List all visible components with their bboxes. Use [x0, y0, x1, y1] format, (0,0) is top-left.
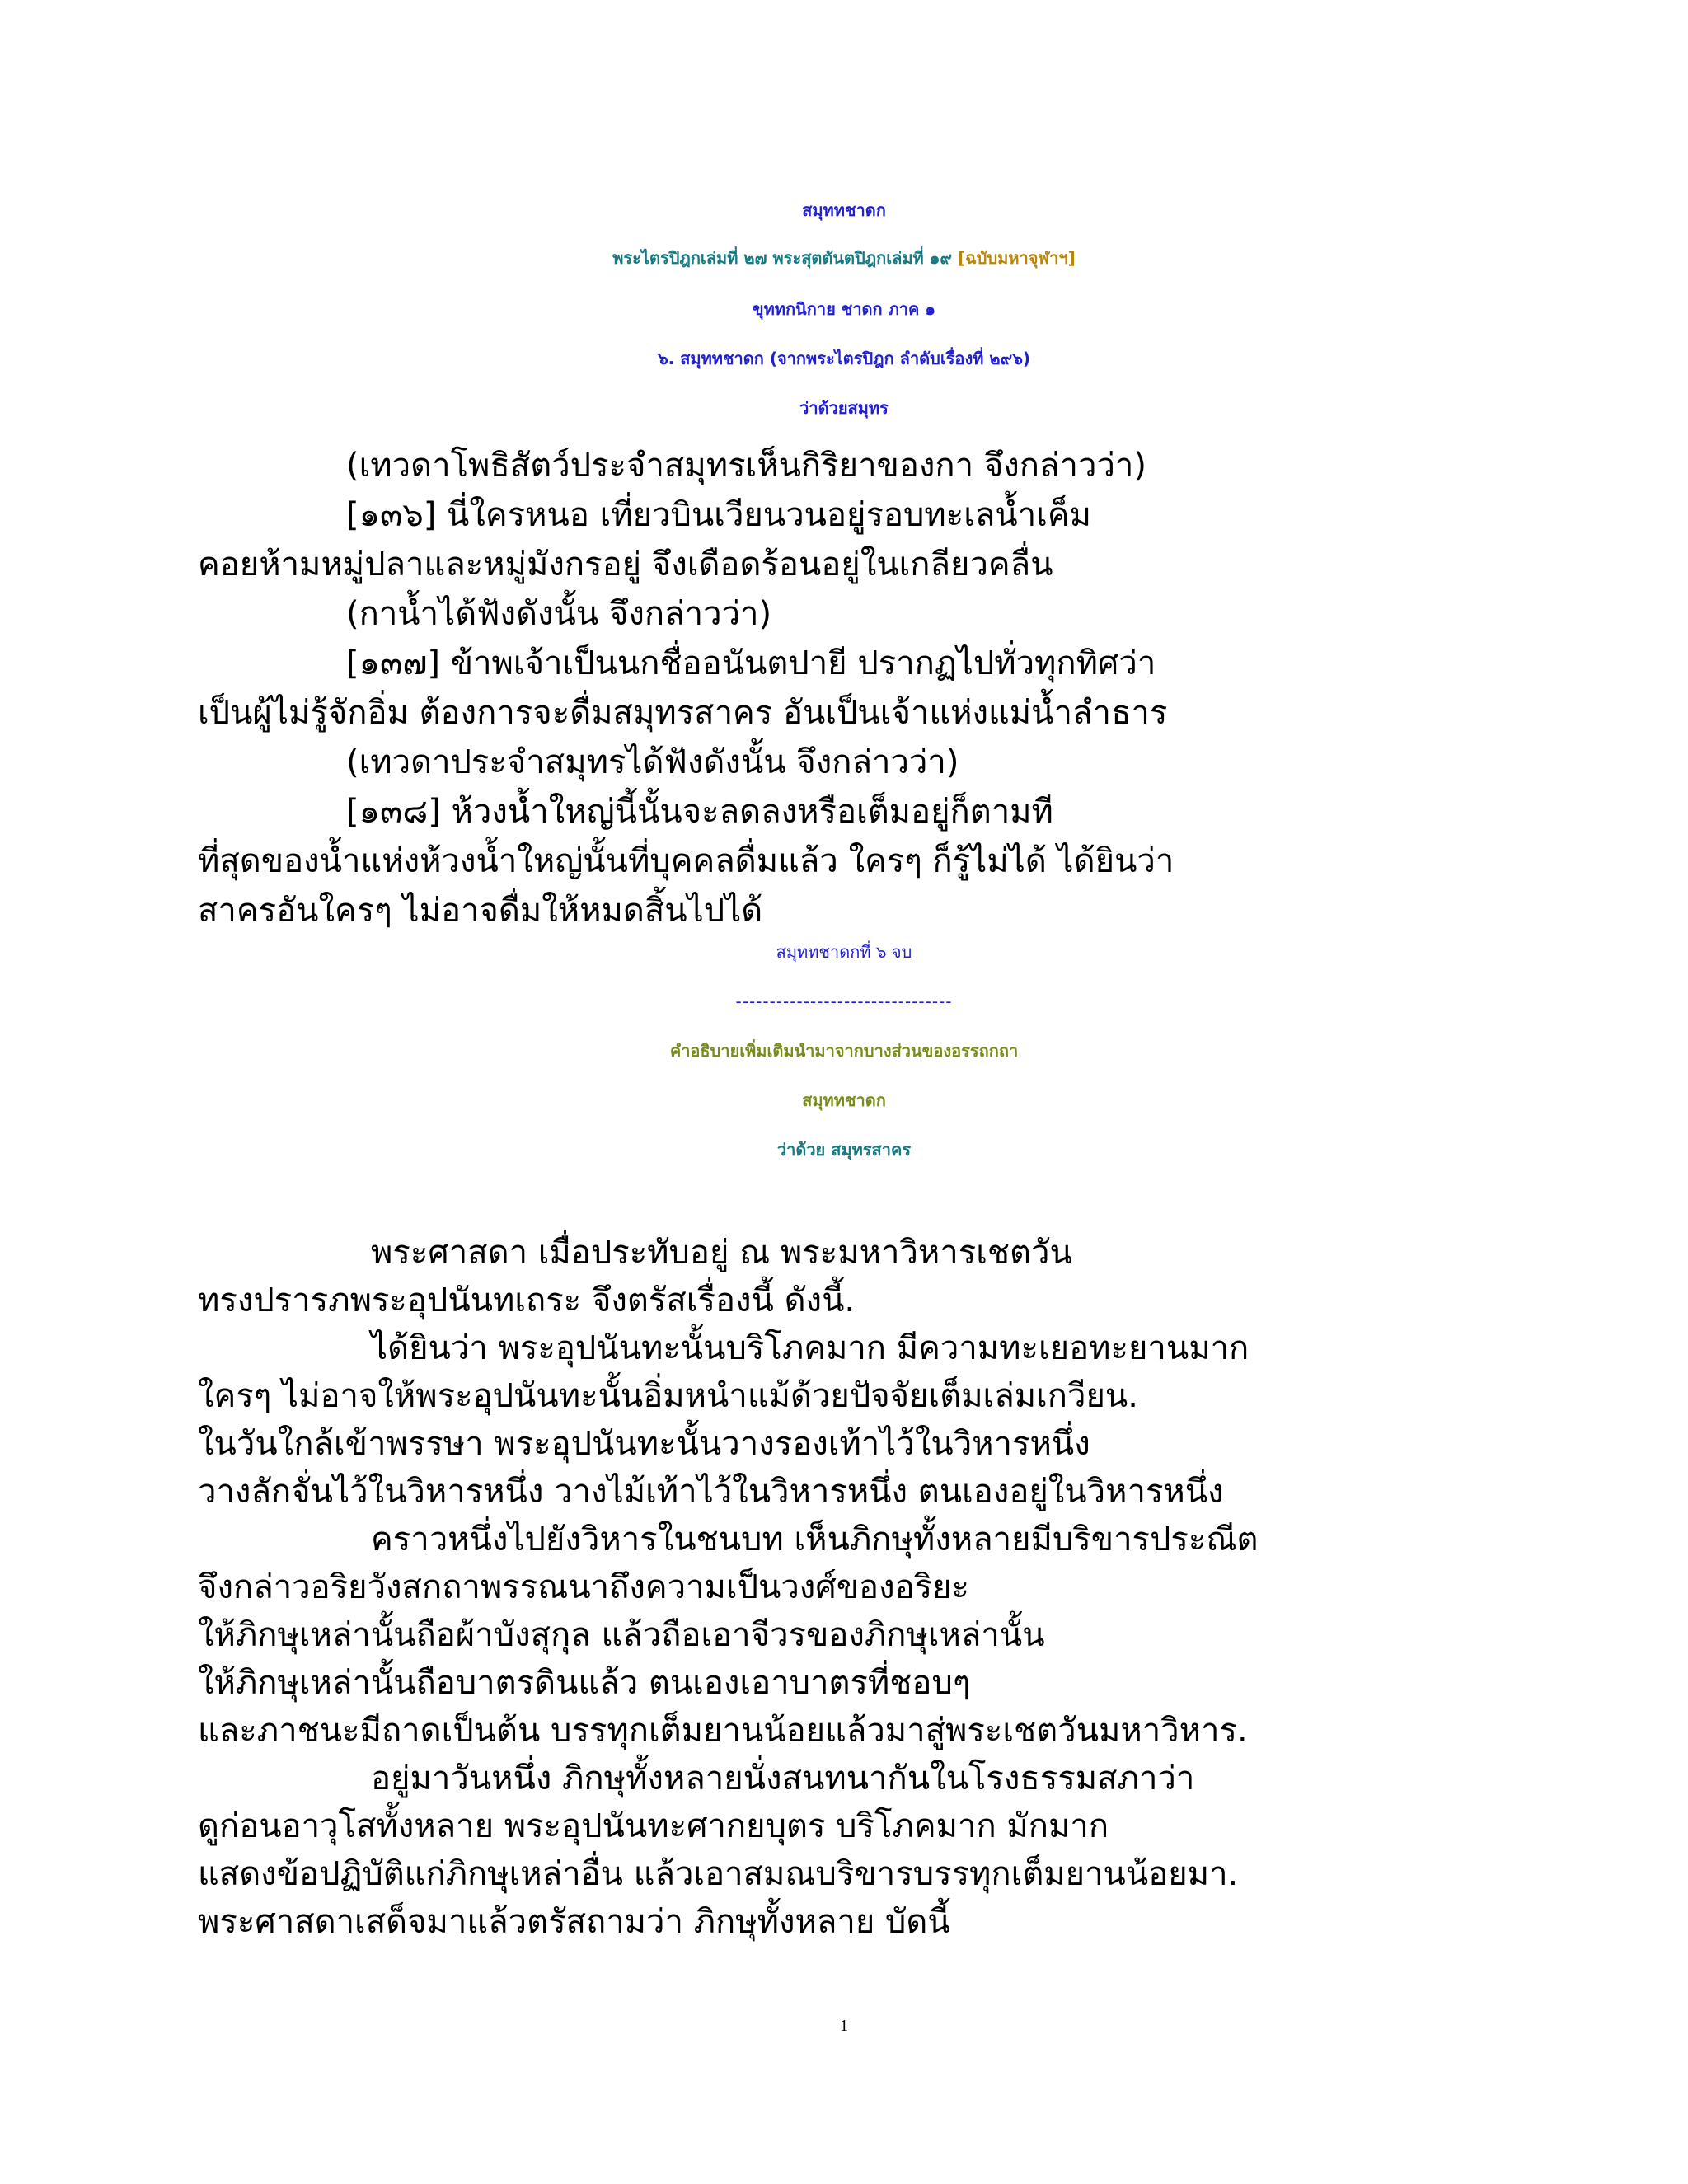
commentary-line: จึงกล่าวอริยวังสกถาพรรณนาถึงความเป็นวงศ์ของอริยะ	[198, 1568, 970, 1606]
commentary-line: คราวหนึ่งไปยังวิหารในชนบท เห็นภิกษุทั้งหลายมีบริขารประณีต	[371, 1521, 1259, 1558]
commentary-subject: ว่าด้วย สมุทรสาคร	[776, 1140, 912, 1160]
verse-intro: (เทวดาประจำสมุทรได้ฟังดังนั้น จึงกล่าวว่า)	[346, 743, 959, 781]
verse-138-line: [๑๓๘] ห้วงน้ำใหญ่นี้นั้นจะลดลงหรือเต็มอยู่ก็ตามที	[346, 793, 1053, 831]
commentary-line: พระศาสดาเสด็จมาแล้วตรัสถามว่า ภิกษุทั้งหลาย บัดนี้	[198, 1903, 950, 1941]
commentary-line: พระศาสดา เมื่อประทับอยู่ ณ พระมหาวิหารเชตวัน	[371, 1234, 1072, 1272]
verse-137-line: [๑๓๗] ข้าพเจ้าเป็นนกชื่ออนันตปายี ปรากฏไปทั่วทุกทิศว่า	[346, 644, 1156, 682]
subject-heading: ว่าด้วยสมุทร	[799, 398, 889, 418]
commentary-heading: คำอธิบายเพิ่มเติมนำมาจากบางส่วนของอรรถกถา	[669, 1041, 1019, 1061]
commentary-line: ใครๆ ไม่อาจให้พระอุปนันทะนั้นอิ่มหนำแม้ด้วยปัจจัยเต็มเล่มเกวียน.	[198, 1377, 1138, 1415]
verse-138-line: สาครอันใครๆ ไม่อาจดื่มให้หมดสิ้นไปได้	[198, 892, 763, 930]
chapter-end-label: สมุททชาดกที่ ๖ จบ	[776, 942, 912, 962]
commentary-line: อยู่มาวันหนึ่ง ภิกษุทั้งหลายนั่งสนทนากันในโรงธรรมสภาว่า	[371, 1760, 1195, 1797]
section-heading: ขุททกนิกาย ชาดก ภาค ๑	[752, 299, 936, 319]
edition-label: [ฉบับมหาจุฬาฯ]	[958, 248, 1076, 268]
commentary-line: แสดงข้อปฏิบัติแก่ภิกษุเหล่าอื่น แล้วเอาสมณบริขารบรรทุกเต็มยานน้อยมา.	[198, 1855, 1239, 1893]
commentary-line: และภาชนะมีถาดเป็นต้น บรรทุกเต็มยานน้อยแล้วมาสู่พระเชตวันมหาวิหาร.	[198, 1712, 1248, 1750]
commentary-line: วางลักจั่นไว้ในวิหารหนึ่ง วางไม้เท้าไว้ในวิหารหนึ่ง ตนเองอยู่ในวิหารหนึ่ง	[198, 1473, 1224, 1511]
commentary-line: ทรงปรารภพระอุปนันทเถระ จึงตรัสเรื่องนี้ ดังนี้.	[198, 1282, 856, 1319]
verse-136-line: [๑๓๖] นี่ใครหนอ เที่ยวบินเวียนวนอยู่รอบทะเลน้ำเค็ม	[346, 496, 1092, 534]
commentary-line: ในวันใกล้เข้าพรรษา พระอุปนันทะนั้นวางรองเท้าไว้ในวิหารหนึ่ง	[198, 1425, 1090, 1463]
commentary-line: ให้ภิกษุเหล่านั้นถือผ้าบังสุกุล แล้วถือเอาจีวรของภิกษุเหล่านั้น	[198, 1616, 1045, 1654]
verse-138-line: ที่สุดของน้ำแห่งห้วงน้ำใหญ่นั้นที่บุคคลดื่มแล้ว ใครๆ ก็รู้ไม่ได้ ได้ยินว่า	[198, 842, 1175, 880]
tipitaka-reference: พระไตรปิฎกเล่มที่ ๒๗ พระสุตตันตปิฎกเล่มที่ ๑๙	[612, 248, 953, 268]
verse-intro: (เทวดาโพธิสัตว์ประจำสมุทรเห็นกิริยาของกา จึงกล่าวว่า)	[346, 447, 1146, 485]
document-title: สมุททชาดก	[802, 200, 886, 220]
commentary-line: ให้ภิกษุเหล่านั้นถือบาตรดินแล้ว ตนเองเอาบาตรที่ชอบๆ	[198, 1664, 971, 1702]
tipitaka-reference-line	[0, 250, 1688, 266]
verse-136-line: คอยห้ามหมู่ปลาและหมู่มังกรอยู่ จึงเดือดร้อนอยู่ในเกลียวคลื่น	[198, 546, 1053, 583]
jataka-number-heading: ๖. สมุททชาดก (จากพระไตรปิฎก ลำดับเรื่องที่ ๒๙๖)	[657, 349, 1031, 368]
verse-intro: (กาน้ำได้ฟังดังนั้น จึงกล่าวว่า)	[346, 595, 772, 633]
commentary-line: ได้ยินว่า พระอุปนันทะนั้นบริโภคมาก มีความทะเยอทะยานมาก	[371, 1329, 1250, 1367]
page-number: 1	[840, 2017, 848, 2035]
verse-137-line: เป็นผู้ไม่รู้จักอิ่ม ต้องการจะดื่มสมุทรสาคร อันเป็นเจ้าแห่งแม่น้ำลำธาร	[198, 694, 1168, 732]
commentary-title: สมุททชาดก	[802, 1090, 886, 1110]
commentary-line: ดูก่อนอาวุโสทั้งหลาย พระอุปนันทะศากยบุตร บริโภคมาก มักมาก	[198, 1807, 1109, 1845]
section-divider: --------------------------------	[735, 991, 953, 1011]
